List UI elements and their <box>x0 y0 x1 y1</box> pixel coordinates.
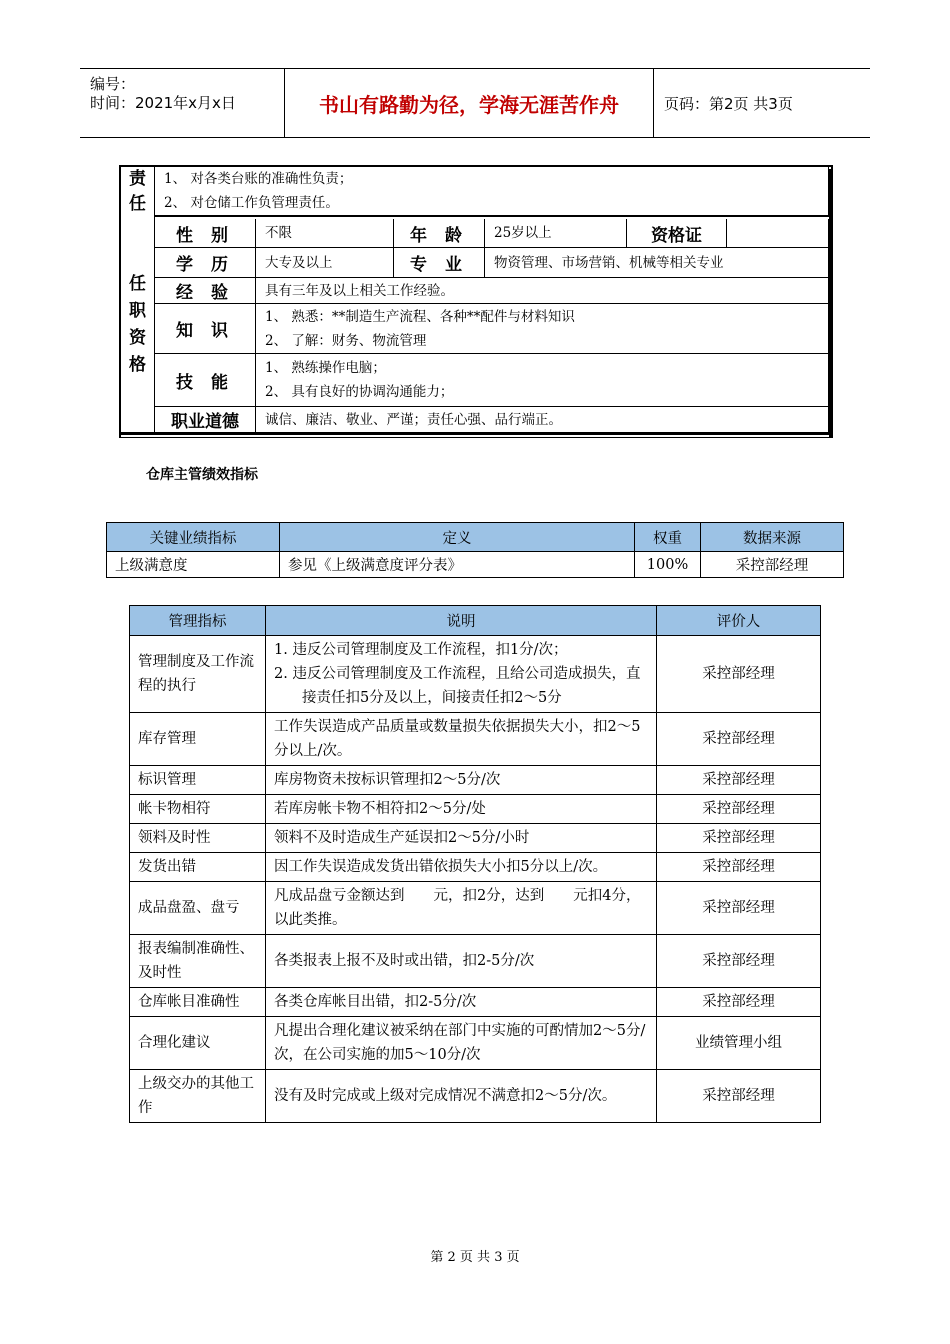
table-row <box>130 1017 821 1070</box>
table-shadow-right <box>829 169 832 438</box>
time-label: 时间：2021年x月x日 <box>90 94 236 112</box>
mgmt-indicator: 报表编制准确性、及时性 <box>130 935 266 988</box>
knowledge-value <box>256 304 829 354</box>
mgmt-rater: 业绩管理小组 <box>657 1017 821 1070</box>
mgmt-header-row <box>130 606 821 636</box>
resp-line-2: 2、 对仓储工作负管理责任。 <box>164 195 339 211</box>
mgmt-header-rater: 评价人 <box>657 606 821 636</box>
mgmt-header-indicator: 管理指标 <box>130 606 266 636</box>
mgmt-description: 凡提出合理化建议被采纳在部门中实施的可酌情加2～5分/次，在公司实施的加5～10分/次 <box>266 1017 657 1070</box>
responsibility-content <box>155 167 829 217</box>
req-char-4: 格 <box>129 354 146 375</box>
cert-label: 资格证 <box>627 219 727 248</box>
mgmt-indicator: 帐卡物相符 <box>130 795 266 824</box>
table-row <box>130 988 821 1017</box>
mgmt-indicator: 标识管理 <box>130 766 266 795</box>
age-value: 25岁以上 <box>485 219 627 248</box>
table-row <box>107 552 844 578</box>
header-meta <box>80 69 285 137</box>
mgmt-header-description: 说明 <box>266 606 657 636</box>
table-row <box>130 636 821 713</box>
page-header <box>80 68 870 138</box>
table-row <box>130 853 821 882</box>
mgmt-rater: 采控部经理 <box>657 935 821 988</box>
table-row <box>130 713 821 766</box>
mgmt-rater: 采控部经理 <box>657 853 821 882</box>
mgmt-rater: 采控部经理 <box>657 713 821 766</box>
education-label: 学 历 <box>155 248 256 278</box>
header-motto: 书山有路勤为径，学海无涯苦作舟 <box>285 69 654 137</box>
skill-line-1: 1、 熟练操作电脑； <box>265 360 386 376</box>
responsibility-label <box>121 167 155 217</box>
knowledge-line-2: 2、 了解：财务、物流管理 <box>265 332 427 349</box>
kpi-source: 采控部经理 <box>701 552 844 578</box>
mgmt-description: 若库房帐卡物不相符扣2～5分/处 <box>266 795 657 824</box>
mgmt-indicator: 成品盘盈、盘亏 <box>130 882 266 935</box>
kpi-header-row <box>107 523 844 552</box>
kpi-definition: 参见《上级满意度评分表》 <box>280 552 635 578</box>
ethics-label: 职业道德 <box>155 407 256 435</box>
page-info: 页码：第2页 共3页 <box>664 94 793 113</box>
resp-char-2: 任 <box>129 194 146 214</box>
mgmt-description: 各类报表上报不及时或出错，扣2-5分/次 <box>266 935 657 988</box>
mgmt-indicator: 上级交办的其他工作 <box>130 1070 266 1123</box>
mgmt-description: 因工作失误造成发货出错依损失大小扣5分以上/次。 <box>266 853 657 882</box>
requirement-label <box>121 217 155 435</box>
experience-label: 经 验 <box>155 278 256 304</box>
mgmt-indicator: 领料及时性 <box>130 824 266 853</box>
mgmt-rater: 采控部经理 <box>657 988 821 1017</box>
kpi-header-weight: 权重 <box>635 523 701 552</box>
mgmt-desc-line-2: 2. 违反公司管理制度及工作流程，且给公司造成损失，直接责任扣5分及以上，间接责任扣2～5分 <box>274 666 641 706</box>
mgmt-desc-line-1: 1. 违反公司管理制度及工作流程，扣1分/次； <box>274 642 568 658</box>
skill-line-2: 2、 具有良好的协调沟通能力； <box>265 384 454 400</box>
knowledge-line-1: 1、 熟悉：**制造生产流程、各种**配件与材料知识 <box>265 308 575 325</box>
mgmt-rater: 采控部经理 <box>657 882 821 935</box>
mgmt-description: 没有及时完成或上级对完成情况不满意扣2～5分/次。 <box>266 1070 657 1123</box>
mgmt-rater: 采控部经理 <box>657 1070 821 1123</box>
req-char-3: 资 <box>129 327 146 348</box>
table-row <box>130 935 821 988</box>
mgmt-rater: 采控部经理 <box>657 766 821 795</box>
knowledge-label: 知 识 <box>155 304 256 354</box>
mgmt-rater: 采控部经理 <box>657 824 821 853</box>
skill-value <box>256 354 829 407</box>
table-row <box>130 766 821 795</box>
mgmt-description: 领料不及时造成生产延误扣2～5分/小时 <box>266 824 657 853</box>
req-char-1: 任 <box>129 273 146 294</box>
mgmt-indicator: 库存管理 <box>130 713 266 766</box>
mgmt-indicator: 发货出错 <box>130 853 266 882</box>
table-row <box>130 824 821 853</box>
section-title: 仓库主管绩效指标 <box>146 467 258 483</box>
qualification-table <box>119 165 831 437</box>
cert-value <box>727 219 829 248</box>
mgmt-description: 库房物资未按标识管理扣2～5分/次 <box>266 766 657 795</box>
kpi-indicator: 上级满意度 <box>107 552 280 578</box>
gender-value: 不限 <box>256 219 394 248</box>
age-label: 年 龄 <box>394 219 485 248</box>
mgmt-description <box>266 636 657 713</box>
resp-char-1: 责 <box>129 169 146 189</box>
table-row <box>130 795 821 824</box>
ethics-value: 诚信、廉洁、敬业、严谨；责任心强、品行端正。 <box>256 407 829 435</box>
kpi-header-source: 数据来源 <box>701 523 844 552</box>
req-char-2: 职 <box>129 300 146 321</box>
major-value: 物资管理、市场营销、机械等相关专业 <box>485 248 829 278</box>
mgmt-description: 工作失误造成产品质量或数量损失依据损失大小，扣2～5分以上/次。 <box>266 713 657 766</box>
experience-value: 具有三年及以上相关工作经验。 <box>256 278 829 304</box>
table-row <box>130 882 821 935</box>
skill-label: 技 能 <box>155 354 256 407</box>
kpi-weight: 100% <box>635 552 701 578</box>
mgmt-rater: 采控部经理 <box>657 795 821 824</box>
page-footer: 第 2 页 共 3 页 <box>430 1250 520 1265</box>
management-table <box>129 605 821 1123</box>
education-value: 大专及以上 <box>256 248 394 278</box>
resp-line-1: 1、 对各类台账的准确性负责； <box>164 171 353 187</box>
kpi-table <box>106 522 844 578</box>
table-row <box>130 1070 821 1123</box>
kpi-header-definition: 定义 <box>280 523 635 552</box>
mgmt-indicator: 合理化建议 <box>130 1017 266 1070</box>
mgmt-description: 凡成品盘亏金额达到 元，扣2分，达到 元扣4分，以此类推。 <box>266 882 657 935</box>
gender-label: 性 别 <box>155 219 256 248</box>
mgmt-indicator: 仓库帐目准确性 <box>130 988 266 1017</box>
mgmt-rater: 采控部经理 <box>657 636 821 713</box>
mgmt-description: 各类仓库帐目出错，扣2-5分/次 <box>266 988 657 1017</box>
mgmt-indicator: 管理制度及工作流程的执行 <box>130 636 266 713</box>
kpi-header-indicator: 关键业绩指标 <box>107 523 280 552</box>
number-label: 编号： <box>90 75 136 93</box>
major-label: 专 业 <box>394 248 485 278</box>
